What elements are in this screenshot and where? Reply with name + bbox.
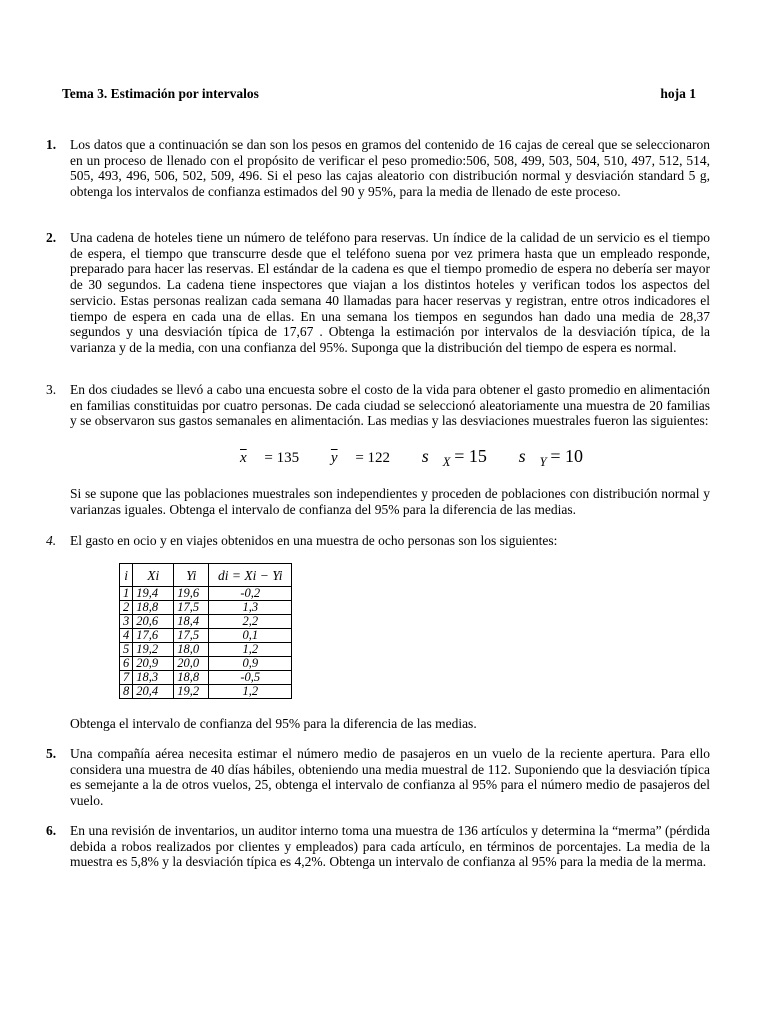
table-cell: 4: [120, 629, 133, 643]
table-row: [120, 587, 292, 601]
table-cell: 1,2: [209, 643, 292, 657]
question-number: 1.: [46, 137, 57, 152]
table-cell: 18,4: [174, 615, 209, 629]
xbar-value: = 135: [264, 450, 300, 466]
question-text: Los datos que a continuación se dan son los pesos en gramos del contenido de 16 cajas de cereal que se seleccionaron en un proceso de llenado con el propósito de verificar el peso promedio:506, 508, 499, 503, 504, 510, 497, 512, 514, 505, 493, 496, 506, 502, 509, 496. Si el peso las cajas aleatorio con distribución normal y desviación standard 5 g, obtenga los intervalos de confianza estimados del 90 y 95%, para la media de llenado de este proceso.: [70, 137, 710, 200]
table-cell: 8: [120, 685, 133, 699]
table-cell: -0,5: [209, 671, 292, 685]
question-number: 3.: [46, 382, 57, 397]
table-cell: 5: [120, 643, 133, 657]
question-6: [46, 823, 710, 870]
table-cell: 18,8: [174, 671, 209, 685]
table-cell: 18,3: [133, 671, 174, 685]
table-cell: 17,5: [174, 601, 209, 615]
table-cell: 17,5: [174, 629, 209, 643]
table-cell: -0,2: [209, 587, 292, 601]
table-cell: 20,0: [174, 657, 209, 671]
question-number: 6.: [46, 823, 57, 838]
table-cell: 20,9: [133, 657, 174, 671]
sy-symbol: s: [518, 446, 526, 466]
question-1: [46, 137, 710, 200]
table-cell: 17,6: [133, 629, 174, 643]
sample-statistics-formula: [240, 446, 611, 470]
question-number: 5.: [46, 746, 57, 761]
table-cell: 1,2: [209, 685, 292, 699]
question-5: [46, 746, 710, 809]
table-cell: 1: [120, 587, 133, 601]
table-cell: 7: [120, 671, 133, 685]
table-cell: 6: [120, 657, 133, 671]
sy-subscript: Y: [539, 455, 547, 469]
ybar-value: = 122: [355, 450, 391, 466]
table-cell: 1,3: [209, 601, 292, 615]
table-row: [120, 615, 292, 629]
question-text: El gasto en ocio y en viajes obtenidos en una muestra de ocho personas son los siguientes:: [70, 533, 558, 548]
table-cell: 18,0: [174, 643, 209, 657]
table-cell: 19,2: [133, 643, 174, 657]
xbar-symbol: $\overline{x}$: [240, 450, 247, 466]
table-question-text: Obtenga el intervalo de confianza del 95% para la diferencia de las medias.: [70, 716, 477, 731]
column-header: Xi: [133, 564, 174, 587]
table-cell: 18,8: [133, 601, 174, 615]
table-cell: 2: [120, 601, 133, 615]
page-title: Tema 3. Estimación por intervalos: [62, 86, 259, 101]
table-row: [120, 671, 292, 685]
question-text: Una cadena de hoteles tiene un número de teléfono para reservas. Un índice de la calidad de un servicio es el tiempo de espera, el tiempo que transcurre desde que el teléfono suena por vez primera hasta que un empleado responde, preparado para hacer las reservas. El estándar de la cadena es que el tiempo promedio de espera no debería ser mayor de 30 segundos. La cadena tiene inspectores que viajan a los distintos hoteles y verifican todos los aspectos del servicio. Estas personas realizan cada semana 40 llamadas para hacer reservas y registran, entre otros indicadores el tiempo de espera en cada una de ellas. En una semana los tiempos en segundos han dado una media de 28,37 segundos y una desviación típica de 17,67 . Obtenga la estimación por intervalos de la desviación típica, de la varianza y de la media, con una confianza del 95%. Suponga que la distribución del tiempo de espera es normal.: [70, 230, 710, 355]
question-text: Una compañía aérea necesita estimar el número medio de pasajeros en un vuelo de la reciente apertura. Para ello considera una muestra de 40 días hábiles, obteniendo una media muestral de 112. Suponiendo que la desviación típica es semejante a la de otros vuelos, 25, obtenga el intervalo de confianza al 95% para el número medio de pasajeros del vuelo.: [70, 746, 710, 809]
question-3-continuation: [46, 486, 710, 517]
table-cell: 3: [120, 615, 133, 629]
table-cell: 20,4: [133, 685, 174, 699]
question-number: 4.: [46, 533, 57, 548]
question-number: 2.: [46, 230, 57, 245]
table-row: [120, 629, 292, 643]
table-row: [120, 643, 292, 657]
question-3: [46, 382, 710, 429]
question-text: En dos ciudades se llevó a cabo una encuesta sobre el costo de la vida para obtener el gasto promedio en alimentación en familias constituidas por cuatro personas. De cada ciudad se seleccionó aleatoriamente una muestra de 20 familias y se observaron sus gastos semanales en alimentación. Las medias y las desviaciones muestrales fueron las siguientes:: [70, 382, 710, 429]
table-cell: 19,2: [174, 685, 209, 699]
table-cell: 0,9: [209, 657, 292, 671]
question-2: [46, 230, 710, 356]
sheet-label: hoja 1: [660, 86, 696, 101]
table-cell: 20,6: [133, 615, 174, 629]
question-4: [46, 533, 710, 549]
table-cell: 19,4: [133, 587, 174, 601]
question-text: En una revisión de inventarios, un auditor interno toma una muestra de 136 artículos y determina la “merma” (pérdida debida a robos realizados por clientes y empleados) para cada artículo, en términos de porcentajes. La media de la muestra es 5,8% y la desviación típica es 4,2%. Obtenga un intervalo de confianza al 95% para la media de la merma.: [70, 823, 710, 870]
table-header-row: [120, 564, 292, 587]
data-table: [119, 563, 292, 699]
table-row: [120, 657, 292, 671]
sy-value: = 10: [550, 446, 583, 466]
page-header: [62, 86, 696, 102]
question-text: Si se supone que las poblaciones muestrales son independientes y proceden de poblaciones con distribución normal y varianzas iguales. Obtenga el intervalo de confianza del 95% para la diferencia de las medias.: [70, 486, 710, 517]
sx-value: = 15: [454, 446, 487, 466]
column-header: i: [120, 564, 133, 587]
table-cell: 19,6: [174, 587, 209, 601]
table-cell: 2,2: [209, 615, 292, 629]
sx-subscript: X: [442, 455, 451, 469]
table-cell: 0,1: [209, 629, 292, 643]
column-header: di = Xi − Yi: [209, 564, 292, 587]
sx-symbol: s: [421, 446, 429, 466]
table-row: [120, 685, 292, 699]
ybar-symbol: $\overline{y}$: [330, 450, 338, 466]
column-header: Yi: [174, 564, 209, 587]
table-row: [120, 601, 292, 615]
